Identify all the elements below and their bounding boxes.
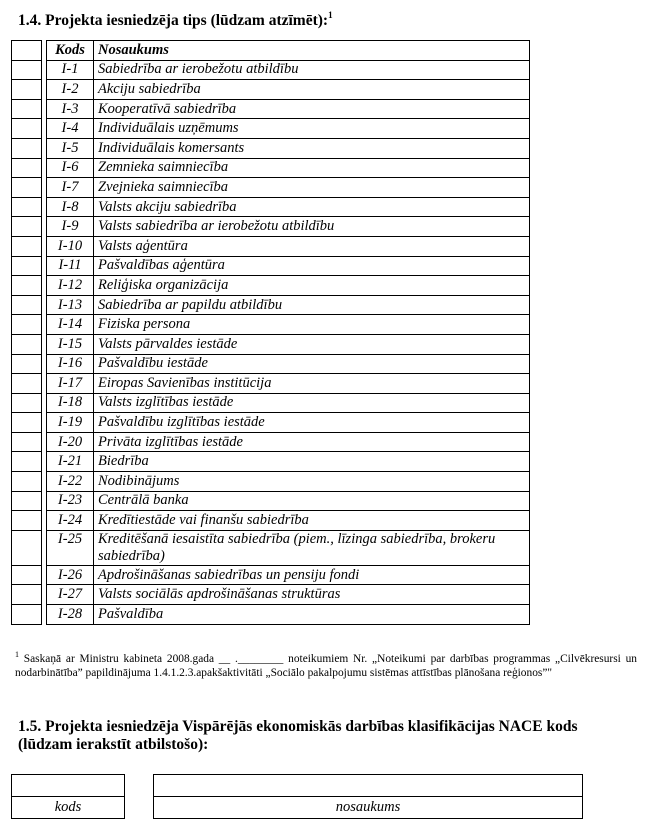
type-code: I-4 xyxy=(47,119,94,139)
table-row xyxy=(12,565,530,585)
table-row xyxy=(12,511,530,531)
type-code: I-27 xyxy=(47,585,94,605)
table-row xyxy=(12,315,530,335)
column-header-name: Nosaukums xyxy=(94,41,530,61)
nace-code-label: kods xyxy=(12,797,125,819)
section-1-5-title-line-2: (lūdzam ierakstīt atbilstošo): xyxy=(18,736,209,753)
type-code: I-7 xyxy=(47,178,94,198)
table-row xyxy=(12,334,530,354)
type-code: I-14 xyxy=(47,315,94,335)
nace-name-label: nosaukums xyxy=(154,797,583,819)
type-checkbox-cell[interactable] xyxy=(12,158,42,178)
type-name: Reliģiska organizācija xyxy=(94,276,530,296)
type-checkbox-cell[interactable] xyxy=(12,276,42,296)
table-row xyxy=(12,178,530,198)
type-code: I-20 xyxy=(47,432,94,452)
nace-code-table xyxy=(11,774,583,819)
table-row xyxy=(12,197,530,217)
nace-input-row xyxy=(12,775,583,797)
type-name: Biedrība xyxy=(94,452,530,472)
type-checkbox-cell[interactable] xyxy=(12,119,42,139)
type-checkbox-cell[interactable] xyxy=(12,354,42,374)
section-1-5-title xyxy=(18,718,638,754)
type-name: Valsts sociālās apdrošināšanas struktūras xyxy=(94,585,530,605)
type-checkbox-cell[interactable] xyxy=(12,315,42,335)
type-checkbox-cell[interactable] xyxy=(12,413,42,433)
header-checkbox-cell xyxy=(12,41,42,61)
type-checkbox-cell[interactable] xyxy=(12,530,42,565)
type-name: Valsts aģentūra xyxy=(94,236,530,256)
type-code: I-21 xyxy=(47,452,94,472)
type-name: Centrālā banka xyxy=(94,491,530,511)
type-code: I-8 xyxy=(47,197,94,217)
type-code: I-16 xyxy=(47,354,94,374)
type-checkbox-cell[interactable] xyxy=(12,605,42,625)
table-row xyxy=(12,491,530,511)
type-code: I-5 xyxy=(47,138,94,158)
table-row xyxy=(12,217,530,237)
spacer-cell xyxy=(125,775,154,797)
type-name: Nodibinājums xyxy=(94,472,530,492)
type-checkbox-cell[interactable] xyxy=(12,236,42,256)
type-name: Individuālais komersants xyxy=(94,138,530,158)
type-checkbox-cell[interactable] xyxy=(12,99,42,119)
type-checkbox-cell[interactable] xyxy=(12,432,42,452)
nace-label-row xyxy=(12,797,583,819)
type-name: Kredītiestāde vai finanšu sabiedrība xyxy=(94,511,530,531)
type-checkbox-cell[interactable] xyxy=(12,472,42,492)
table-row xyxy=(12,354,530,374)
type-checkbox-cell[interactable] xyxy=(12,585,42,605)
type-name: Pašvaldību iestāde xyxy=(94,354,530,374)
spacer-cell xyxy=(125,797,154,819)
type-name: Valsts izglītības iestāde xyxy=(94,393,530,413)
footnote xyxy=(15,648,640,680)
table-row xyxy=(12,138,530,158)
table-row xyxy=(12,119,530,139)
type-code: I-12 xyxy=(47,276,94,296)
section-1-4-title xyxy=(18,6,333,30)
table-row xyxy=(12,276,530,296)
type-code: I-13 xyxy=(47,295,94,315)
type-name: Akciju sabiedrība xyxy=(94,80,530,100)
type-checkbox-cell[interactable] xyxy=(12,452,42,472)
type-name: Zemnieka saimniecība xyxy=(94,158,530,178)
type-checkbox-cell[interactable] xyxy=(12,374,42,394)
type-checkbox-cell[interactable] xyxy=(12,60,42,80)
type-checkbox-cell[interactable] xyxy=(12,491,42,511)
table-row xyxy=(12,452,530,472)
applicant-type-table xyxy=(11,40,530,625)
type-checkbox-cell[interactable] xyxy=(12,393,42,413)
type-code: I-26 xyxy=(47,565,94,585)
type-name: Pašvaldība xyxy=(94,605,530,625)
table-row xyxy=(12,393,530,413)
nace-name-input-cell[interactable] xyxy=(154,775,583,797)
type-code: I-25 xyxy=(47,530,94,565)
type-code: I-10 xyxy=(47,236,94,256)
table-row xyxy=(12,256,530,276)
table-row xyxy=(12,605,530,625)
section-1-4-title-text: 1.4. Projekta iesniedzēja tips (lūdzam atzīmēt): xyxy=(18,12,329,29)
column-header-code: Kods xyxy=(47,41,94,61)
type-name: Valsts pārvaldes iestāde xyxy=(94,334,530,354)
type-checkbox-cell[interactable] xyxy=(12,197,42,217)
type-checkbox-cell[interactable] xyxy=(12,565,42,585)
type-name: Valsts akciju sabiedrība xyxy=(94,197,530,217)
table-row xyxy=(12,295,530,315)
type-name: Eiropas Savienības institūcija xyxy=(94,374,530,394)
type-code: I-23 xyxy=(47,491,94,511)
type-code: I-19 xyxy=(47,413,94,433)
type-name: Individuālais uzņēmums xyxy=(94,119,530,139)
section-1-5-title-line-1: 1.5. Projekta iesniedzēja Vispārējās ekonomiskās darbības klasifikācijas NACE kods xyxy=(18,718,578,735)
type-code: I-18 xyxy=(47,393,94,413)
table-row xyxy=(12,60,530,80)
type-name: Zvejnieka saimniecība xyxy=(94,178,530,198)
table-row xyxy=(12,158,530,178)
type-name: Valsts sabiedrība ar ierobežotu atbildību xyxy=(94,217,530,237)
table-row xyxy=(12,99,530,119)
type-name: Pašvaldību izglītības iestāde xyxy=(94,413,530,433)
nace-code-input-cell[interactable] xyxy=(12,775,125,797)
type-checkbox-cell[interactable] xyxy=(12,256,42,276)
type-code: I-22 xyxy=(47,472,94,492)
type-checkbox-cell[interactable] xyxy=(12,334,42,354)
type-checkbox-cell[interactable] xyxy=(12,178,42,198)
type-code: I-11 xyxy=(47,256,94,276)
type-name: Apdrošināšanas sabiedrības un pensiju fondi xyxy=(94,565,530,585)
table-row xyxy=(12,585,530,605)
applicant-type-table-body xyxy=(12,41,530,625)
type-checkbox-cell[interactable] xyxy=(12,511,42,531)
type-code: I-2 xyxy=(47,80,94,100)
type-name: Kooperatīvā sabiedrība xyxy=(94,99,530,119)
table-row xyxy=(12,413,530,433)
type-code: I-6 xyxy=(47,158,94,178)
type-code: I-15 xyxy=(47,334,94,354)
footnote-ref: 1 xyxy=(328,10,333,20)
type-code: I-1 xyxy=(47,60,94,80)
table-row xyxy=(12,530,530,565)
type-code: I-9 xyxy=(47,217,94,237)
type-checkbox-cell[interactable] xyxy=(12,295,42,315)
type-code: I-24 xyxy=(47,511,94,531)
type-name: Fiziska persona xyxy=(94,315,530,335)
type-name: Privāta izglītības iestāde xyxy=(94,432,530,452)
table-row xyxy=(12,374,530,394)
type-code: I-28 xyxy=(47,605,94,625)
type-checkbox-cell[interactable] xyxy=(12,138,42,158)
type-checkbox-cell[interactable] xyxy=(12,80,42,100)
table-row xyxy=(12,80,530,100)
type-code: I-3 xyxy=(47,99,94,119)
table-row xyxy=(12,432,530,452)
table-row xyxy=(12,236,530,256)
table-row xyxy=(12,472,530,492)
footnote-text: Saskaņā ar Ministru kabineta 2008.gada __ .________ noteikumiem Nr. „Noteikumi par darbības programmas „Cilvēkresursi un nodarbinātība” papildinājuma 1.4.1.2.3.apakšaktivitāti „Sociālo pakalpojumu sistēmas attīstības plānošana reģionos”" xyxy=(15,653,640,679)
type-name: Sabiedrība ar ierobežotu atbildību xyxy=(94,60,530,80)
footnote-mark: 1 xyxy=(15,650,19,659)
type-code: I-17 xyxy=(47,374,94,394)
type-checkbox-cell[interactable] xyxy=(12,217,42,237)
type-name: Pašvaldības aģentūra xyxy=(94,256,530,276)
type-name: Kreditēšanā iesaistīta sabiedrība (piem., līzinga sabiedrība, brokeru sabiedrība) xyxy=(94,530,530,565)
type-name: Sabiedrība ar papildu atbildību xyxy=(94,295,530,315)
table-header-row xyxy=(12,41,530,61)
